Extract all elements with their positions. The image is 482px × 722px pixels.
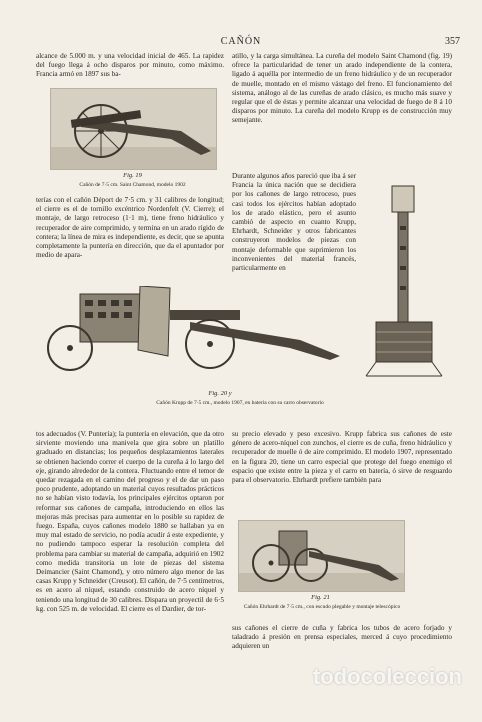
paragraph: sus cañones el cierre de cuña y fabrica los tubos de acero forjado y taladrado á presión en prensa especiales, merced á cuyo procedimiento adquieren un	[232, 624, 452, 651]
text-right-top	[232, 52, 452, 168]
figure-19-label: Fig. 19	[123, 172, 142, 179]
figure-20-label: Fig. 20 y	[208, 390, 232, 397]
text-left-bottom	[36, 430, 224, 680]
paragraph: tos adecuados (V. Puntería); la puntería en elevación, que da otro sirviente moviendo una manivela que gira sobre un platillo graduado en distancias; los pequeños desplazamientos laterales se obtienen haciendo correr el cuerpo de la cureña á lo largo del eje, girando alrededor de la contera. Fluctuando entre el temor de quedar rezagada en el camino del progreso y el de dar un paso poco prudente, adoptando un material cuyos resultados prácticos no se habían visto todavía, los principales ejércitos optaron por reformar sus cañones de campaña, introduciendo en ellos las mejoras más precisas para aumentar en lo posible su rapidez de fuego. España, cuyos cañones modelo 1880 se hallaban ya en muy mal estado de servicio, no podía acudir á este expediente, y no pudiendo tampoco esperar la resolución completa del problema para cambiar su material de campaña, adquirió en 1902 como medida transitoria un lote de piezas del sistema Deimancier (Saint Chamond), y otro número algo menor de las casas Krupp y Schneider (Creusot). El cañón, de 7·5 centímetros, es en acero al níquel, estando construido de acero níquel y teniendo una longitud de 30 calibres. Dispara un proyectil de 6·5 kg. con 525 m. de velocidad. El cierre es el Dardier, de tor-	[36, 430, 224, 613]
figure-19-caption: Cañón de 7·5 cm. Saint Chamond, modelo 1902	[79, 182, 186, 188]
text-left-mid	[36, 196, 224, 280]
observation-tower-illustration	[356, 176, 452, 386]
watermark-text: todocoleccion	[312, 664, 462, 689]
paragraph: Durante algunos años pareció que iba á ser Francia la única nación que se decidiera por los cañones de largo retroceso, pues casi todos los ejércitos habían adoptado los de arado elástico, pero el asunto cambió de aspecto en cuanto Krupp, Ehrhardt, Schneider y otros fabricantes construyeron modelos de piezas con montaje deformable que suprimieron los inconvenientes del material francés, particularmente en	[232, 172, 356, 273]
observation-tower-image	[356, 176, 452, 386]
ehrhardt-cannon-illustration	[239, 521, 404, 591]
page-number: 357	[445, 36, 460, 47]
page-header-title: CAÑÓN	[220, 36, 262, 47]
figure-19-image	[50, 88, 217, 170]
figure-21-image	[238, 520, 405, 592]
figure-21-caption: Cañón Ehrhardt de 7·5 cm., con escudo plegable y montaje telescópico	[243, 604, 401, 610]
paragraph: atillo, y la carga simultánea. La cureña del modelo Saint Chamond (fig. 19) ofrece la particularidad de tener un arado independiente de la contera, ligado á aquélla por intermedio de un freno hidráulico y de un recuperador de muelle, montado en el mismo vástago del freno. El funcionamiento del sistema, análogo al de las cureñas de arado clásico, es mucho más suave y regular que el de éstas y permite alcanzar una velocidad de fuego de 8 á 10 disparos por minuto. La cureña del modelo Krupp es de construcción muy semejante.	[232, 52, 452, 125]
figure-20-caption: Cañón Krupp de 7·5 cm., modelo 1907, en batería con su carro observatorio	[156, 400, 324, 406]
paragraph: terías con el cañón Déport de 7·5 cm. y 31 calibres de longitud; el cierre es el de tornillo excéntrico Nordenfelt (V. Cierre); el montaje, de largo retroceso (1·1 m), tiene freno hidráulico y recuperador de aire comprimido, y termina en un arado rígido de contera; la línea de mira es independiente, es decir, que se apunta completamente la puntería en dirección, que da el apuntador por medio de apara-	[36, 196, 224, 260]
text-right-mid	[232, 172, 356, 282]
krupp-cannon-illustration	[40, 286, 345, 386]
text-right-bottom	[232, 430, 452, 504]
field-cannon-illustration	[51, 89, 216, 169]
text-left-top	[36, 52, 224, 82]
paragraph: su precio elevado y peso excesivo. Krupp fabrica sus cañones de este género de acero-níquel con zunchos, el cierre es de cuña, freno hidráulico y recuperador de muelle ó de aire comprimido. El modelo 1907, representado en la figura 20, tiene un carro especial que protege del fuego enemigo el espacio que existe entre la pieza y el carro en batería, ó sirve de resguardo para el observatorio. Ehrhardt prefiere también para	[232, 430, 452, 485]
paragraph: alcance de 5.000 m. y una velocidad inicial de 465. La rapidez del fuego llega á ocho disparos por minuto, como máximo. Francia armó en 1897 sus ba-	[36, 52, 224, 79]
figure-20-image	[40, 286, 345, 386]
figure-21-label: Fig. 21	[311, 594, 330, 601]
